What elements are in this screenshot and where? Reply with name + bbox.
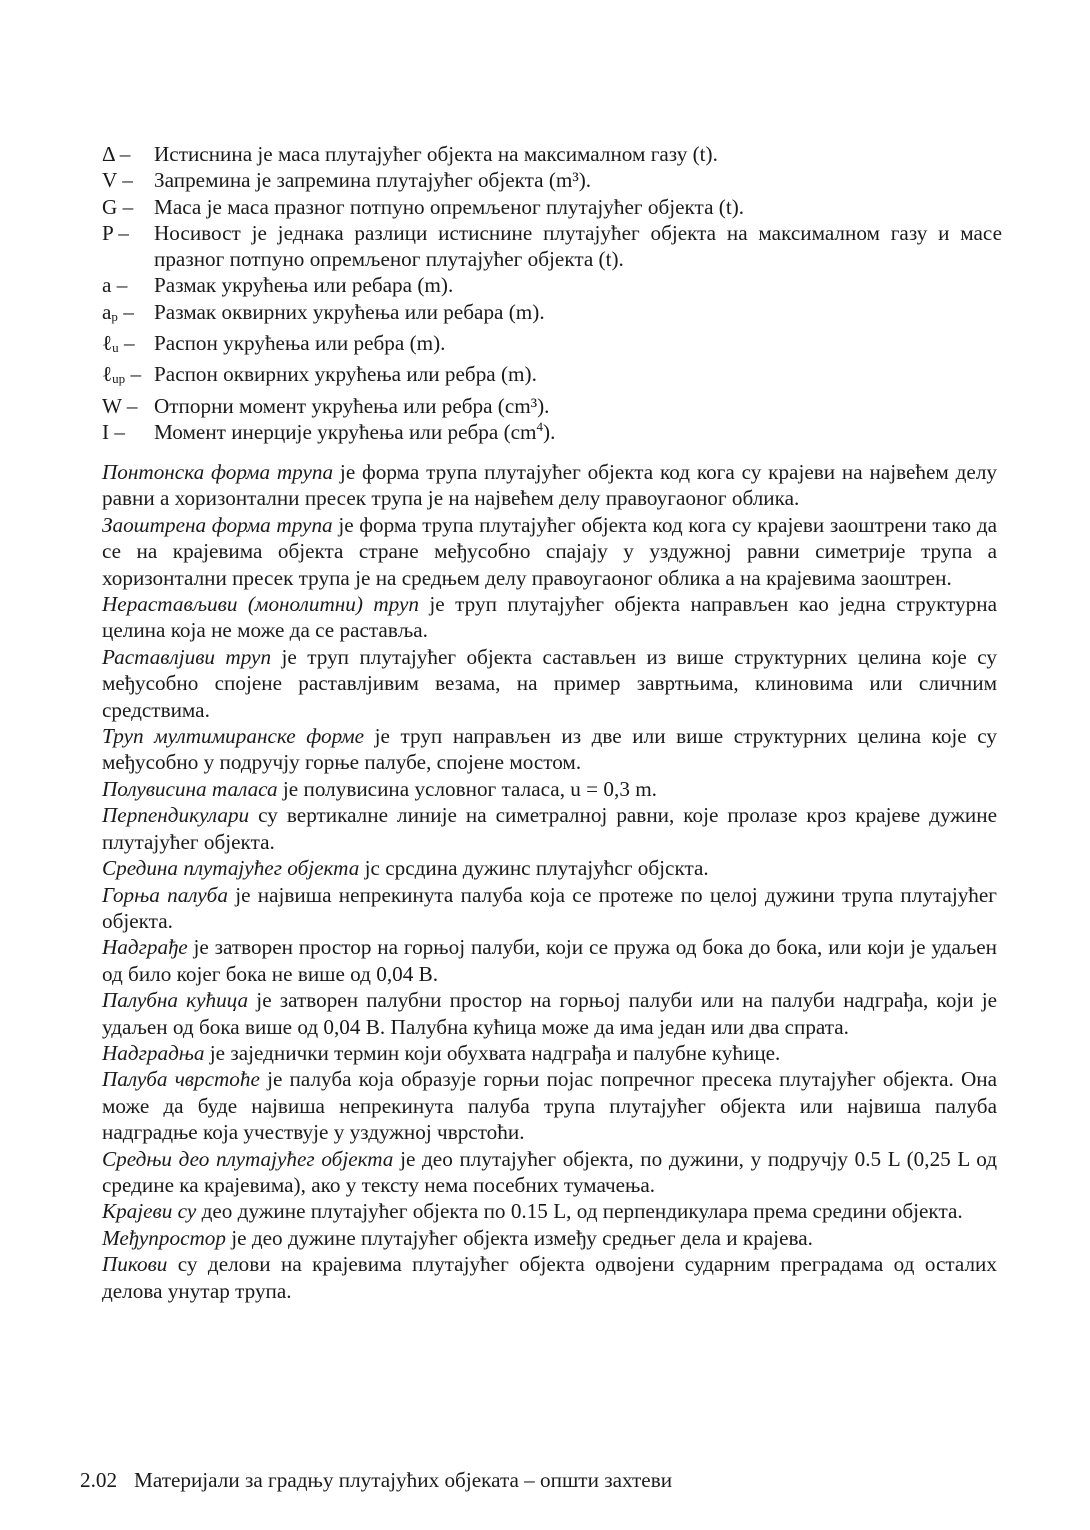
symbol-description: Носивост је једнака разлици истиснине плутајућег објекта на максималном газу и масе празног потпуно опремљеног плутајућег објекта (t). (154, 220, 1002, 272)
definition (102, 855, 997, 881)
definition-term: Међупростор (102, 1225, 226, 1250)
definition-term: Понтонска форма трупа (102, 460, 334, 484)
section-heading (80, 1467, 672, 1493)
symbol-subscript: p (111, 308, 118, 324)
symbol-row (102, 167, 1002, 193)
symbol: V – (102, 168, 133, 193)
definitions (102, 459, 997, 1304)
definition (102, 1040, 997, 1066)
definition-text: је палуба која образује горњи појас попречног пресека плутајућег објекта. Она може да буде највиша непрекинута палуба трупа плутајућег објекта или највиша палуба надградње која учествује у уздужној чврстоћи. (102, 1067, 997, 1145)
definition-text: је највиша непрекинута палуба која се протеже по целој дужини трупа плутајућег објекта. (102, 882, 997, 933)
symbol-description: Размак укрућења или ребара (m). (154, 273, 454, 298)
definition-term: Надграђе (102, 935, 188, 960)
definition-term: Нерастављиви (монолитни) труп (102, 592, 419, 617)
definition-text: је затворен простор на горњој палуби, који се пружа од бока до бока, или који је удаљен од било којег бока не више од 0,04 B. (102, 935, 997, 986)
symbol-row (102, 194, 1002, 220)
definition-term: Средина плутајућег објекта (102, 856, 360, 881)
definition-term: Горња палуба (102, 882, 228, 907)
definition-text: је труп плутајућег објекта направљен као једна структурна целина која не може да се раставља. (102, 592, 997, 643)
definition-text: је део плутајућег објекта, по дужини, у подручју 0.5 L (0,25 L од средине ка крајевима), ако у тексту нема посебних тумачења. (102, 1146, 997, 1197)
symbol-description: Истиснина је маса плутајућег објекта на максималном газу (t). (154, 142, 718, 166)
symbol (102, 330, 154, 361)
superscript: 4 (536, 418, 544, 434)
symbol-base: ℓ (102, 362, 113, 387)
symbol-base: a (102, 299, 112, 324)
definition (102, 459, 997, 512)
definition (102, 802, 997, 855)
definition-term: Палуба чврстоће (102, 1067, 260, 1092)
definition-term: Заоштрена форма трупа (102, 512, 333, 537)
symbol-subscript: u (112, 340, 119, 356)
symbol-base: ℓ (102, 331, 113, 356)
definition-term: Палубна кућица (102, 988, 249, 1013)
symbol: G – (102, 194, 134, 219)
definition-term: Пикови (102, 1252, 168, 1277)
definition (102, 882, 997, 935)
description-end: ). (543, 419, 556, 444)
description-text: Момент инерције укрућења или ребра (cm (154, 419, 537, 444)
definition-term: Средњи део плутајућег објекта (102, 1146, 394, 1171)
symbol-list (102, 141, 1002, 445)
definition (102, 1251, 997, 1304)
symbol-subscript: up (112, 371, 126, 387)
definition-text: је заједнички термин који обухвата надграђа и палубне кућице. (204, 1040, 781, 1065)
symbol-description: Размак оквирних укрућења или ребара (m). (154, 299, 545, 324)
symbol (102, 361, 154, 392)
definition-text: је труп направљен из две или више структурних целина које су међусобно у подручју горње палубе, спојене мостом. (102, 724, 997, 775)
definition-term: Перпендикулари (102, 803, 250, 828)
definition-text: је део дужине плутајућег објекта између средњег дела и крајева. (225, 1225, 813, 1250)
symbol-row (102, 220, 1002, 273)
definition (102, 591, 997, 644)
symbol-description: Маса је маса празног потпуно опремљеног плутајућег објекта (t). (154, 194, 745, 219)
definition-text: је затворен палубни простор на горњој палуби или на палуби надграђа, који је удаљен од бока више од 0,04 B. Палубна кућица може да има један или два спрата. (102, 988, 997, 1039)
definition-text: је полувисина условног таласа, u = 0,3 m. (277, 776, 657, 801)
definition (102, 1198, 997, 1224)
symbol-row (102, 419, 1002, 445)
section-title: Материјали за градњу плутајућих објеката – општи захтеви (134, 1468, 673, 1492)
definition (102, 1225, 997, 1251)
definition-term: Надградња (102, 1040, 205, 1065)
symbol: a – (102, 273, 128, 298)
symbol-dash: – (118, 331, 135, 356)
definition (102, 1146, 997, 1199)
symbol-row (102, 141, 1002, 167)
definition (102, 723, 997, 776)
definition-text: јс срсдина дужинс плутајућсг објскта. (359, 856, 709, 881)
symbol-row (102, 330, 1002, 361)
definition-term: Полувисина таласа (102, 776, 278, 801)
symbol-description: Отпорни момент укрућења или ребра (cm³). (154, 393, 550, 418)
symbol-row (102, 393, 1002, 419)
definition-term: Раставлјиви труп (102, 644, 272, 669)
definition-text: су делови на крајевима плутајућег објекта одвојени сударним преградама од осталих делова унутар трупа. (102, 1252, 997, 1303)
definition (102, 776, 997, 802)
symbol-description: Распон укрућења или ребра (m). (154, 331, 446, 356)
symbol: W – (102, 393, 138, 418)
symbol: P – (102, 220, 129, 245)
definition (102, 1066, 997, 1145)
definition-text: су вертикалне линије на симетралној равни, које пролазе кроз крајеве дужине плутајућег објекта. (102, 803, 997, 854)
symbol-row (102, 299, 1002, 330)
definition-text: је форма трупа плутајућег објекта код кога су крајеви на највећем делу равни а хоризонтални пресек трупа је на највећем делу правоугаоног облика. (102, 460, 997, 511)
symbol-dash: – (125, 362, 142, 387)
definition-term: Крајеви су (102, 1199, 197, 1224)
definition (102, 512, 997, 591)
symbol-row (102, 361, 1002, 392)
symbol-dash: – (117, 299, 134, 324)
symbol-description (154, 419, 1002, 445)
symbol-description: Запремина је запремина плутајућег објекта (m³). (154, 168, 592, 193)
definition-text: део дужине плутајућег објекта по 0.15 L, од перпендикулара према средини објекта. (196, 1199, 963, 1224)
definition-text: је форма трупа плутајућег објекта код кога су крајеви заоштрени тако да се на крајевима објекта стране међусобно спајају у уздужној равни симетрије трупа а хоризонтални пресек трупа је на средњем делу правоугаоног облика а на крајевима заоштрен. (102, 512, 997, 590)
definition-term: Труп мултимиранске форме (102, 724, 365, 749)
section-number: 2.02 (80, 1468, 118, 1492)
definition (102, 934, 997, 987)
definition-text: је труп плутајућег објекта састављен из више структурних целина које су међусобно спојене раставлјивим везама, на пример завртњима, клиновима или сличним средствима. (102, 644, 997, 722)
symbol (102, 299, 154, 330)
definition (102, 644, 997, 723)
symbol-description: Распон оквирних укрућења или ребра (m). (154, 362, 537, 387)
symbol: I – (102, 419, 125, 444)
definition (102, 987, 997, 1040)
symbol: Δ – (102, 142, 131, 166)
symbol-row (102, 272, 1002, 298)
